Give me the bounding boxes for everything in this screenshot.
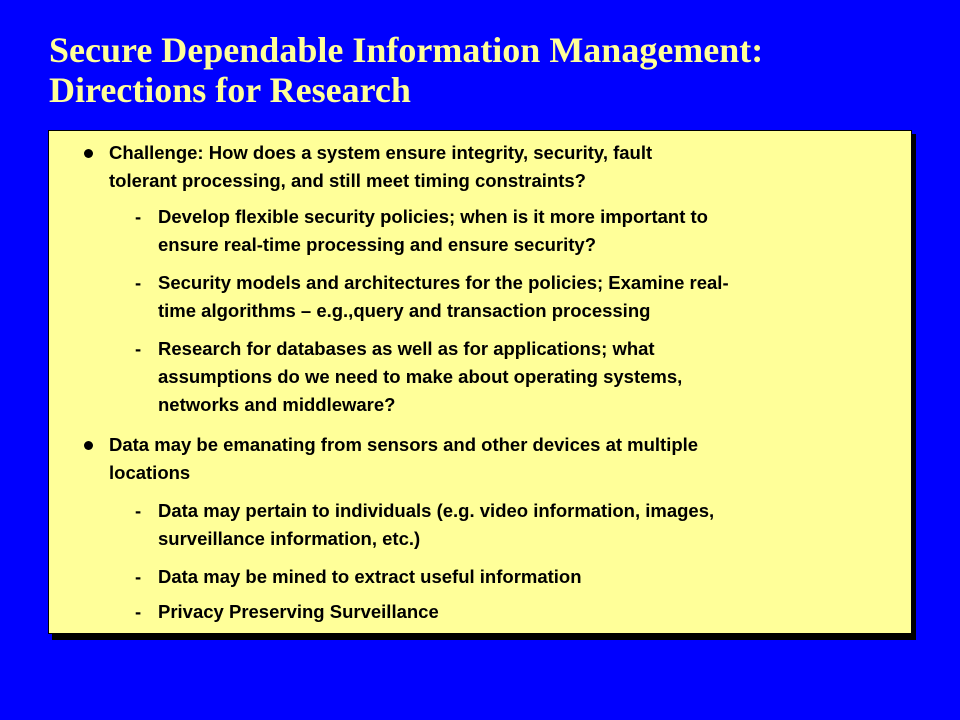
sub-item-text-line: assumptions do we need to make about operating systems,	[158, 366, 683, 387]
slide-title-line: Directions for Research	[49, 70, 411, 110]
bullet-text	[109, 139, 652, 195]
sub-item-text	[158, 203, 708, 259]
bullet-text-line: locations	[109, 462, 191, 483]
sub-item-text-line: Data may be mined to extract useful information	[158, 566, 582, 587]
dash-marker: -	[135, 601, 142, 622]
bullet-dot-icon	[84, 441, 93, 450]
sub-item-text-line: networks and middleware?	[158, 394, 396, 415]
dash-marker: -	[135, 338, 142, 359]
dash-marker: -	[135, 272, 142, 293]
dash-marker: -	[135, 500, 142, 521]
sub-item-text-line: Develop flexible security policies; when is it more important to	[158, 206, 708, 227]
sub-item-text	[158, 269, 729, 325]
bullet-text	[109, 431, 698, 487]
sub-item-text-line: surveillance information, etc.)	[158, 528, 421, 549]
sub-item-text-line: time algorithms – e.g.,query and transaction processing	[158, 300, 651, 321]
sub-item-text-line: ensure real-time processing and ensure security?	[158, 234, 596, 255]
sub-item-text	[158, 598, 439, 626]
content-box	[48, 130, 912, 634]
dash-marker: -	[135, 566, 142, 587]
sub-item-text-line: Research for databases as well as for applications; what	[158, 338, 655, 359]
bullet-text-line: Data may be emanating from sensors and other devices at multiple	[109, 434, 699, 455]
sub-item-text-line: Data may pertain to individuals (e.g. video information, images,	[158, 500, 715, 521]
slide-title	[49, 30, 929, 110]
sub-item-text	[158, 335, 682, 419]
bullet-text-line: tolerant processing, and still meet timing constraints?	[109, 170, 586, 191]
bullet-dot-icon	[84, 149, 93, 158]
sub-item-text-line: Security models and architectures for the policies; Examine real-	[158, 272, 729, 293]
sub-item-text	[158, 563, 582, 591]
slide-title-line: Secure Dependable Information Management:	[49, 30, 764, 70]
sub-item-text	[158, 497, 714, 553]
sub-item-text-line: Privacy Preserving Surveillance	[158, 601, 439, 622]
dash-marker: -	[135, 206, 142, 227]
bullet-text-line: Challenge: How does a system ensure integrity, security, fault	[109, 142, 653, 163]
